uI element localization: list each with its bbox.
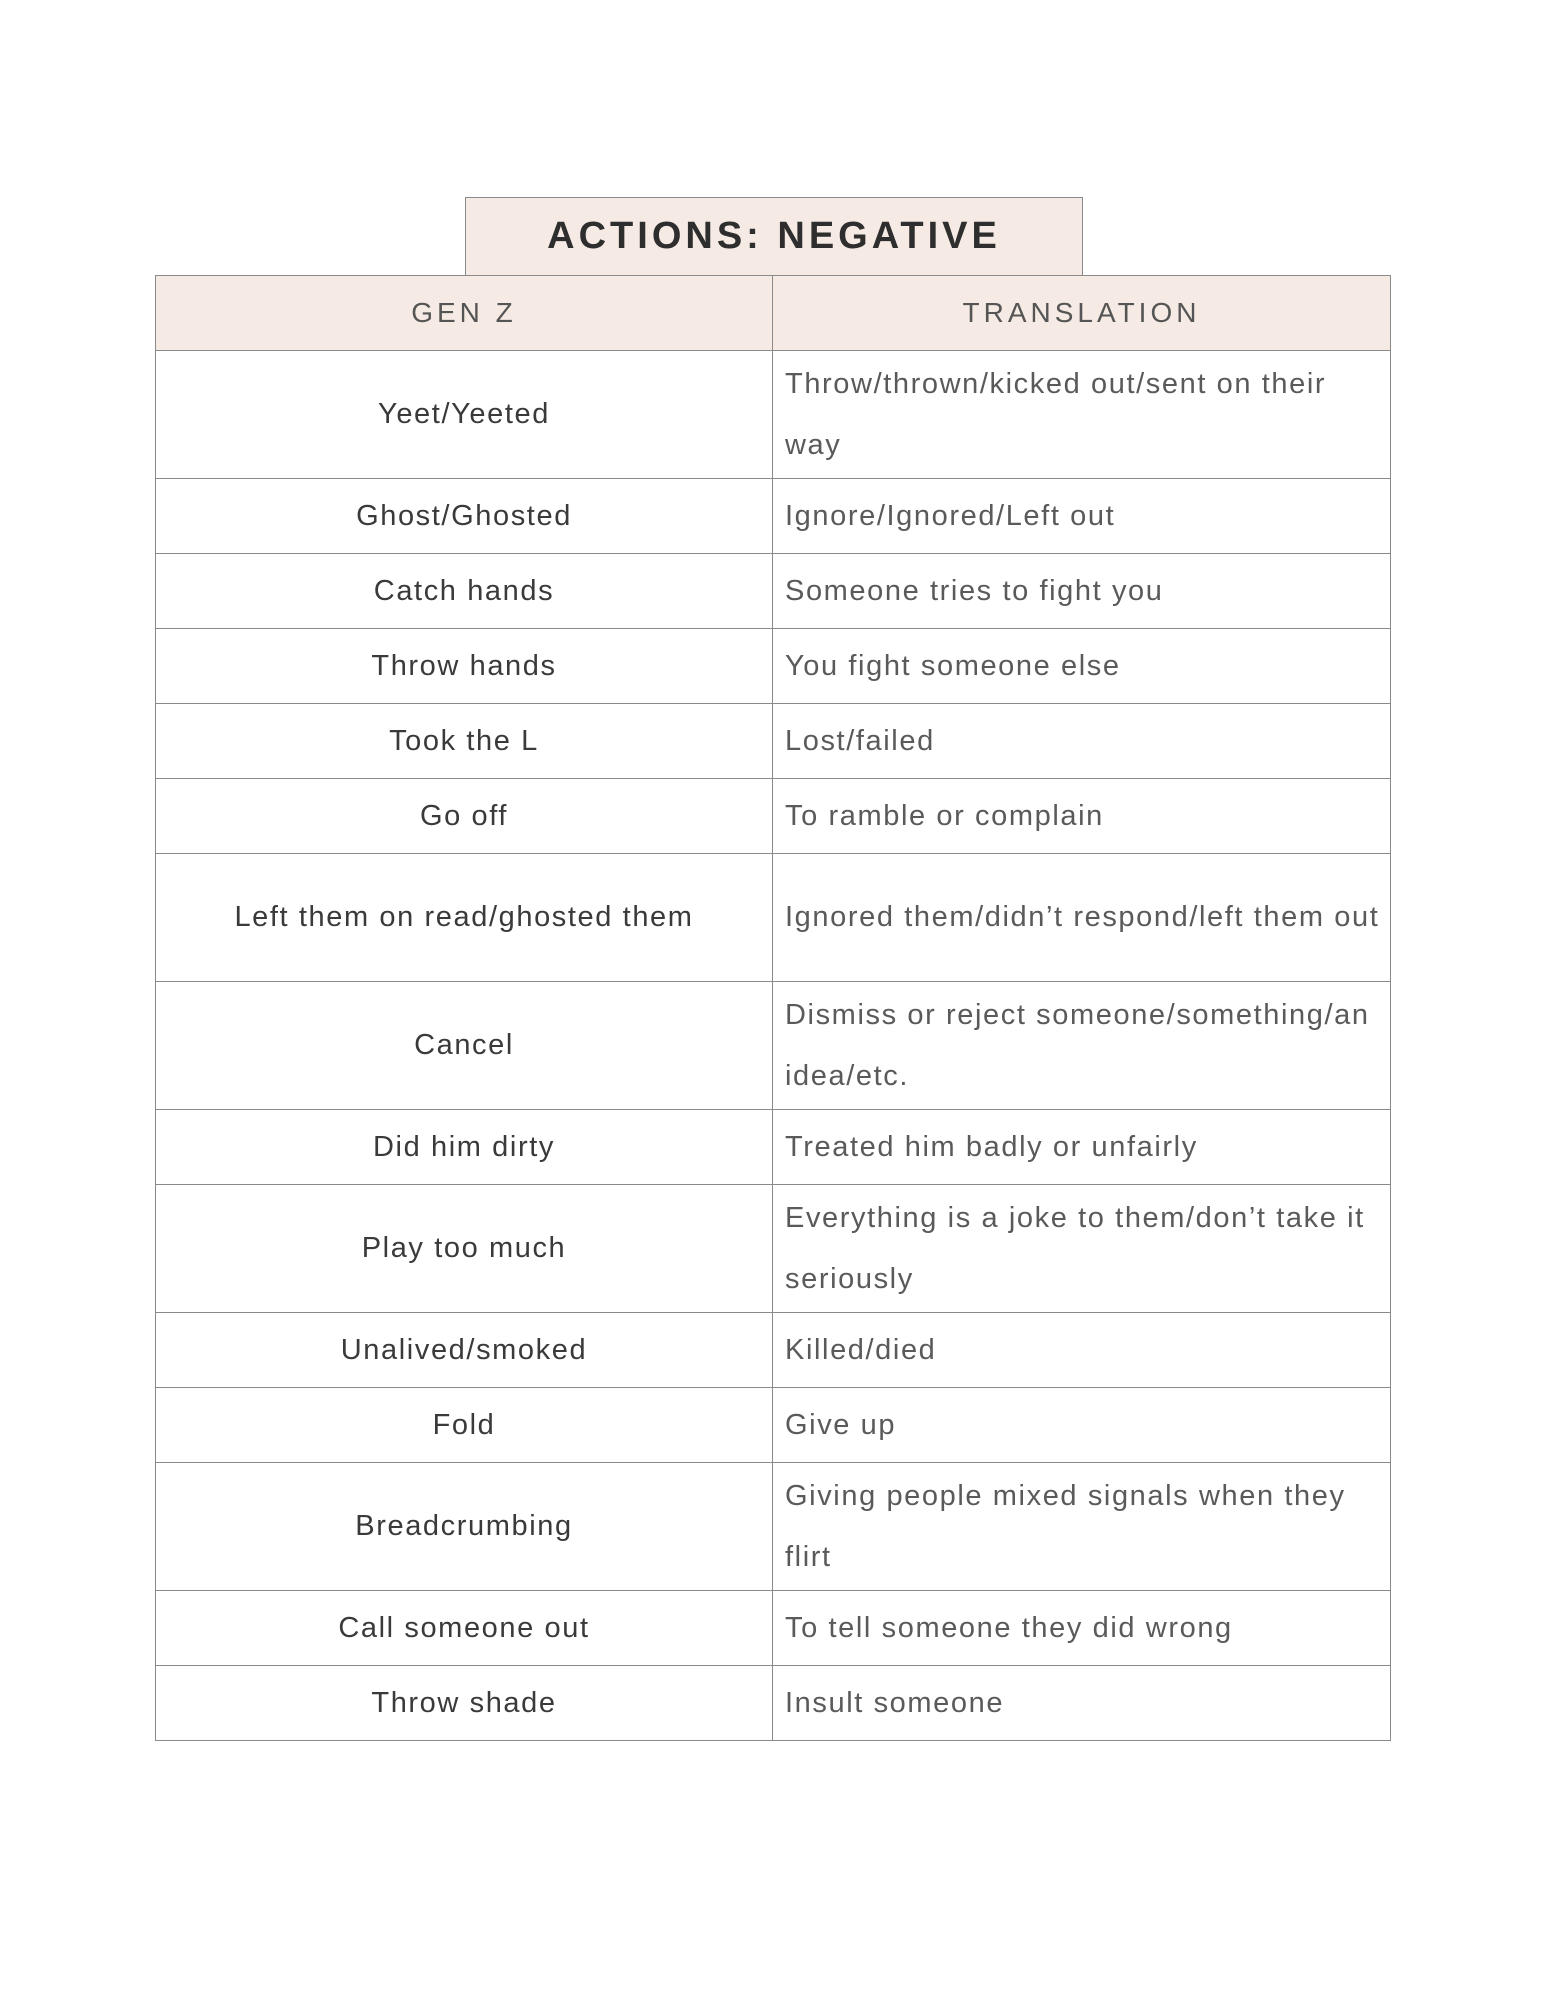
term-cell: Unalived/smoked <box>156 1313 773 1388</box>
translation-cell: Someone tries to fight you <box>773 554 1391 629</box>
table-row <box>156 1666 1391 1741</box>
term-cell: Play too much <box>156 1185 773 1313</box>
column-header-gen-z: GEN Z <box>156 276 773 351</box>
table-row <box>156 982 1391 1110</box>
translation-cell: Killed/died <box>773 1313 1391 1388</box>
term-cell: Yeet/Yeeted <box>156 351 773 479</box>
slang-table <box>155 275 1391 1741</box>
table-row <box>156 1110 1391 1185</box>
table-row <box>156 479 1391 554</box>
term-cell: Took the L <box>156 704 773 779</box>
translation-cell: Insult someone <box>773 1666 1391 1741</box>
term-cell: Fold <box>156 1388 773 1463</box>
term-cell: Catch hands <box>156 554 773 629</box>
translation-cell: Dismiss or reject someone/something/an idea/etc. <box>773 982 1391 1110</box>
translation-cell: Throw/thrown/kicked out/sent on their way <box>773 351 1391 479</box>
table-row <box>156 554 1391 629</box>
table-title: ACTIONS: NEGATIVE <box>465 197 1083 275</box>
term-cell: Did him dirty <box>156 1110 773 1185</box>
table-row <box>156 704 1391 779</box>
table-row <box>156 1185 1391 1313</box>
table-row <box>156 629 1391 704</box>
term-cell: Ghost/Ghosted <box>156 479 773 554</box>
translation-cell: Ignored them/didn’t respond/left them out <box>773 854 1391 982</box>
table-row <box>156 1463 1391 1591</box>
translation-cell: Everything is a joke to them/don’t take it seriously <box>773 1185 1391 1313</box>
translation-cell: You fight someone else <box>773 629 1391 704</box>
table-row <box>156 351 1391 479</box>
column-header-translation: TRANSLATION <box>773 276 1391 351</box>
term-cell: Call someone out <box>156 1591 773 1666</box>
term-cell: Throw hands <box>156 629 773 704</box>
table-row <box>156 1388 1391 1463</box>
translation-cell: Treated him badly or unfairly <box>773 1110 1391 1185</box>
translation-cell: Giving people mixed signals when they flirt <box>773 1463 1391 1591</box>
translation-cell: To ramble or complain <box>773 779 1391 854</box>
term-cell: Cancel <box>156 982 773 1110</box>
table-row <box>156 1591 1391 1666</box>
translation-cell: Give up <box>773 1388 1391 1463</box>
translation-cell: To tell someone they did wrong <box>773 1591 1391 1666</box>
translation-cell: Lost/failed <box>773 704 1391 779</box>
term-cell: Left them on read/ghosted them <box>156 854 773 982</box>
header-row <box>156 276 1391 351</box>
term-cell: Breadcrumbing <box>156 1463 773 1591</box>
table-row <box>156 779 1391 854</box>
term-cell: Throw shade <box>156 1666 773 1741</box>
translation-cell: Ignore/Ignored/Left out <box>773 479 1391 554</box>
table-row <box>156 854 1391 982</box>
term-cell: Go off <box>156 779 773 854</box>
table-row <box>156 1313 1391 1388</box>
